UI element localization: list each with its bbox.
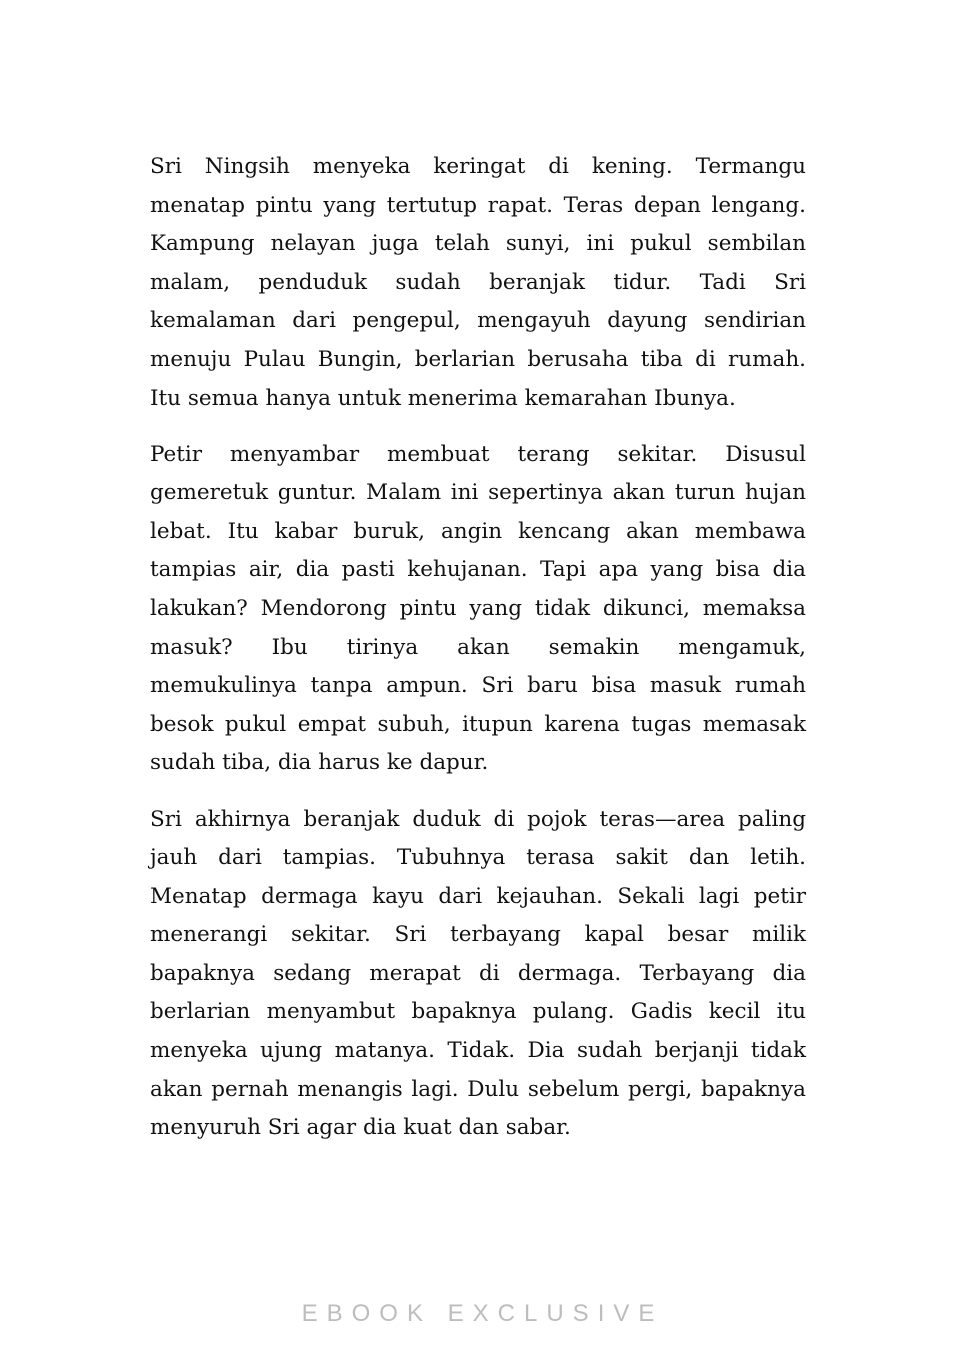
- text-line: Itu semua hanya untuk menerima kemarahan Ibunya.: [150, 385, 736, 411]
- text-line: masuk? Ibu tirinya akan semakin mengamuk,: [150, 634, 806, 660]
- text-line: berlarian menyambut bapaknya pulang. Gadis kecil itu: [150, 999, 806, 1025]
- text-line: Sri akhirnya beranjak duduk di pojok teras—area paling: [150, 806, 806, 832]
- text-line: jauh dari tampias. Tubuhnya terasa sakit dan letih.: [150, 845, 806, 871]
- text-line: lebat. Itu kabar buruk, angin kencang akan membawa: [150, 518, 806, 544]
- text-line: besok pukul empat subuh, itupun karena tugas memasak: [150, 711, 806, 737]
- paragraph-3: [150, 801, 806, 1148]
- paragraph-2: [150, 436, 806, 783]
- text-line: akan pernah menangis lagi. Dulu sebelum pergi, bapaknya: [150, 1076, 806, 1102]
- paragraph-1: [150, 148, 806, 418]
- text-line: lakukan? Mendorong pintu yang tidak dikunci, memaksa: [150, 596, 806, 622]
- text-line: kemalaman dari pengepul, mengayuh dayung sendirian: [150, 308, 806, 334]
- text-line: Menatap dermaga kayu dari kejauhan. Sekali lagi petir: [150, 883, 806, 909]
- text-line: memukulinya tanpa ampun. Sri baru bisa masuk rumah: [150, 673, 806, 699]
- text-line: Petir menyambar membuat terang sekitar. Disusul: [150, 441, 806, 467]
- text-line: bapaknya sedang merapat di dermaga. Terbayang dia: [150, 960, 806, 986]
- text-line: sudah tiba, dia harus ke dapur.: [150, 750, 489, 776]
- text-line: tampias air, dia pasti kehujanan. Tapi apa yang bisa dia: [150, 557, 806, 583]
- text-line: menerangi sekitar. Sri terbayang kapal besar milik: [150, 922, 806, 948]
- text-line: malam, penduduk sudah beranjak tidur. Tadi Sri: [150, 269, 806, 295]
- text-line: menyeka ujung matanya. Tidak. Dia sudah berjanji tidak: [150, 1038, 806, 1064]
- text-line: Kampung nelayan juga telah sunyi, ini pukul sembilan: [150, 231, 806, 257]
- text-line: menuju Pulau Bungin, berlarian berusaha tiba di rumah.: [150, 346, 806, 372]
- text-line: gemeretuk guntur. Malam ini sepertinya akan turun hujan: [150, 480, 806, 506]
- text-line: menatap pintu yang tertutup rapat. Teras depan lengang.: [150, 192, 806, 218]
- body-text: [150, 148, 806, 1165]
- text-line: Sri Ningsih menyeka keringat di kening. Termangu: [150, 154, 806, 179]
- ebook-exclusive-footer: EBOOK EXCLUSIVE: [301, 1300, 664, 1327]
- text-line: menyuruh Sri agar dia kuat dan sabar.: [150, 1115, 571, 1141]
